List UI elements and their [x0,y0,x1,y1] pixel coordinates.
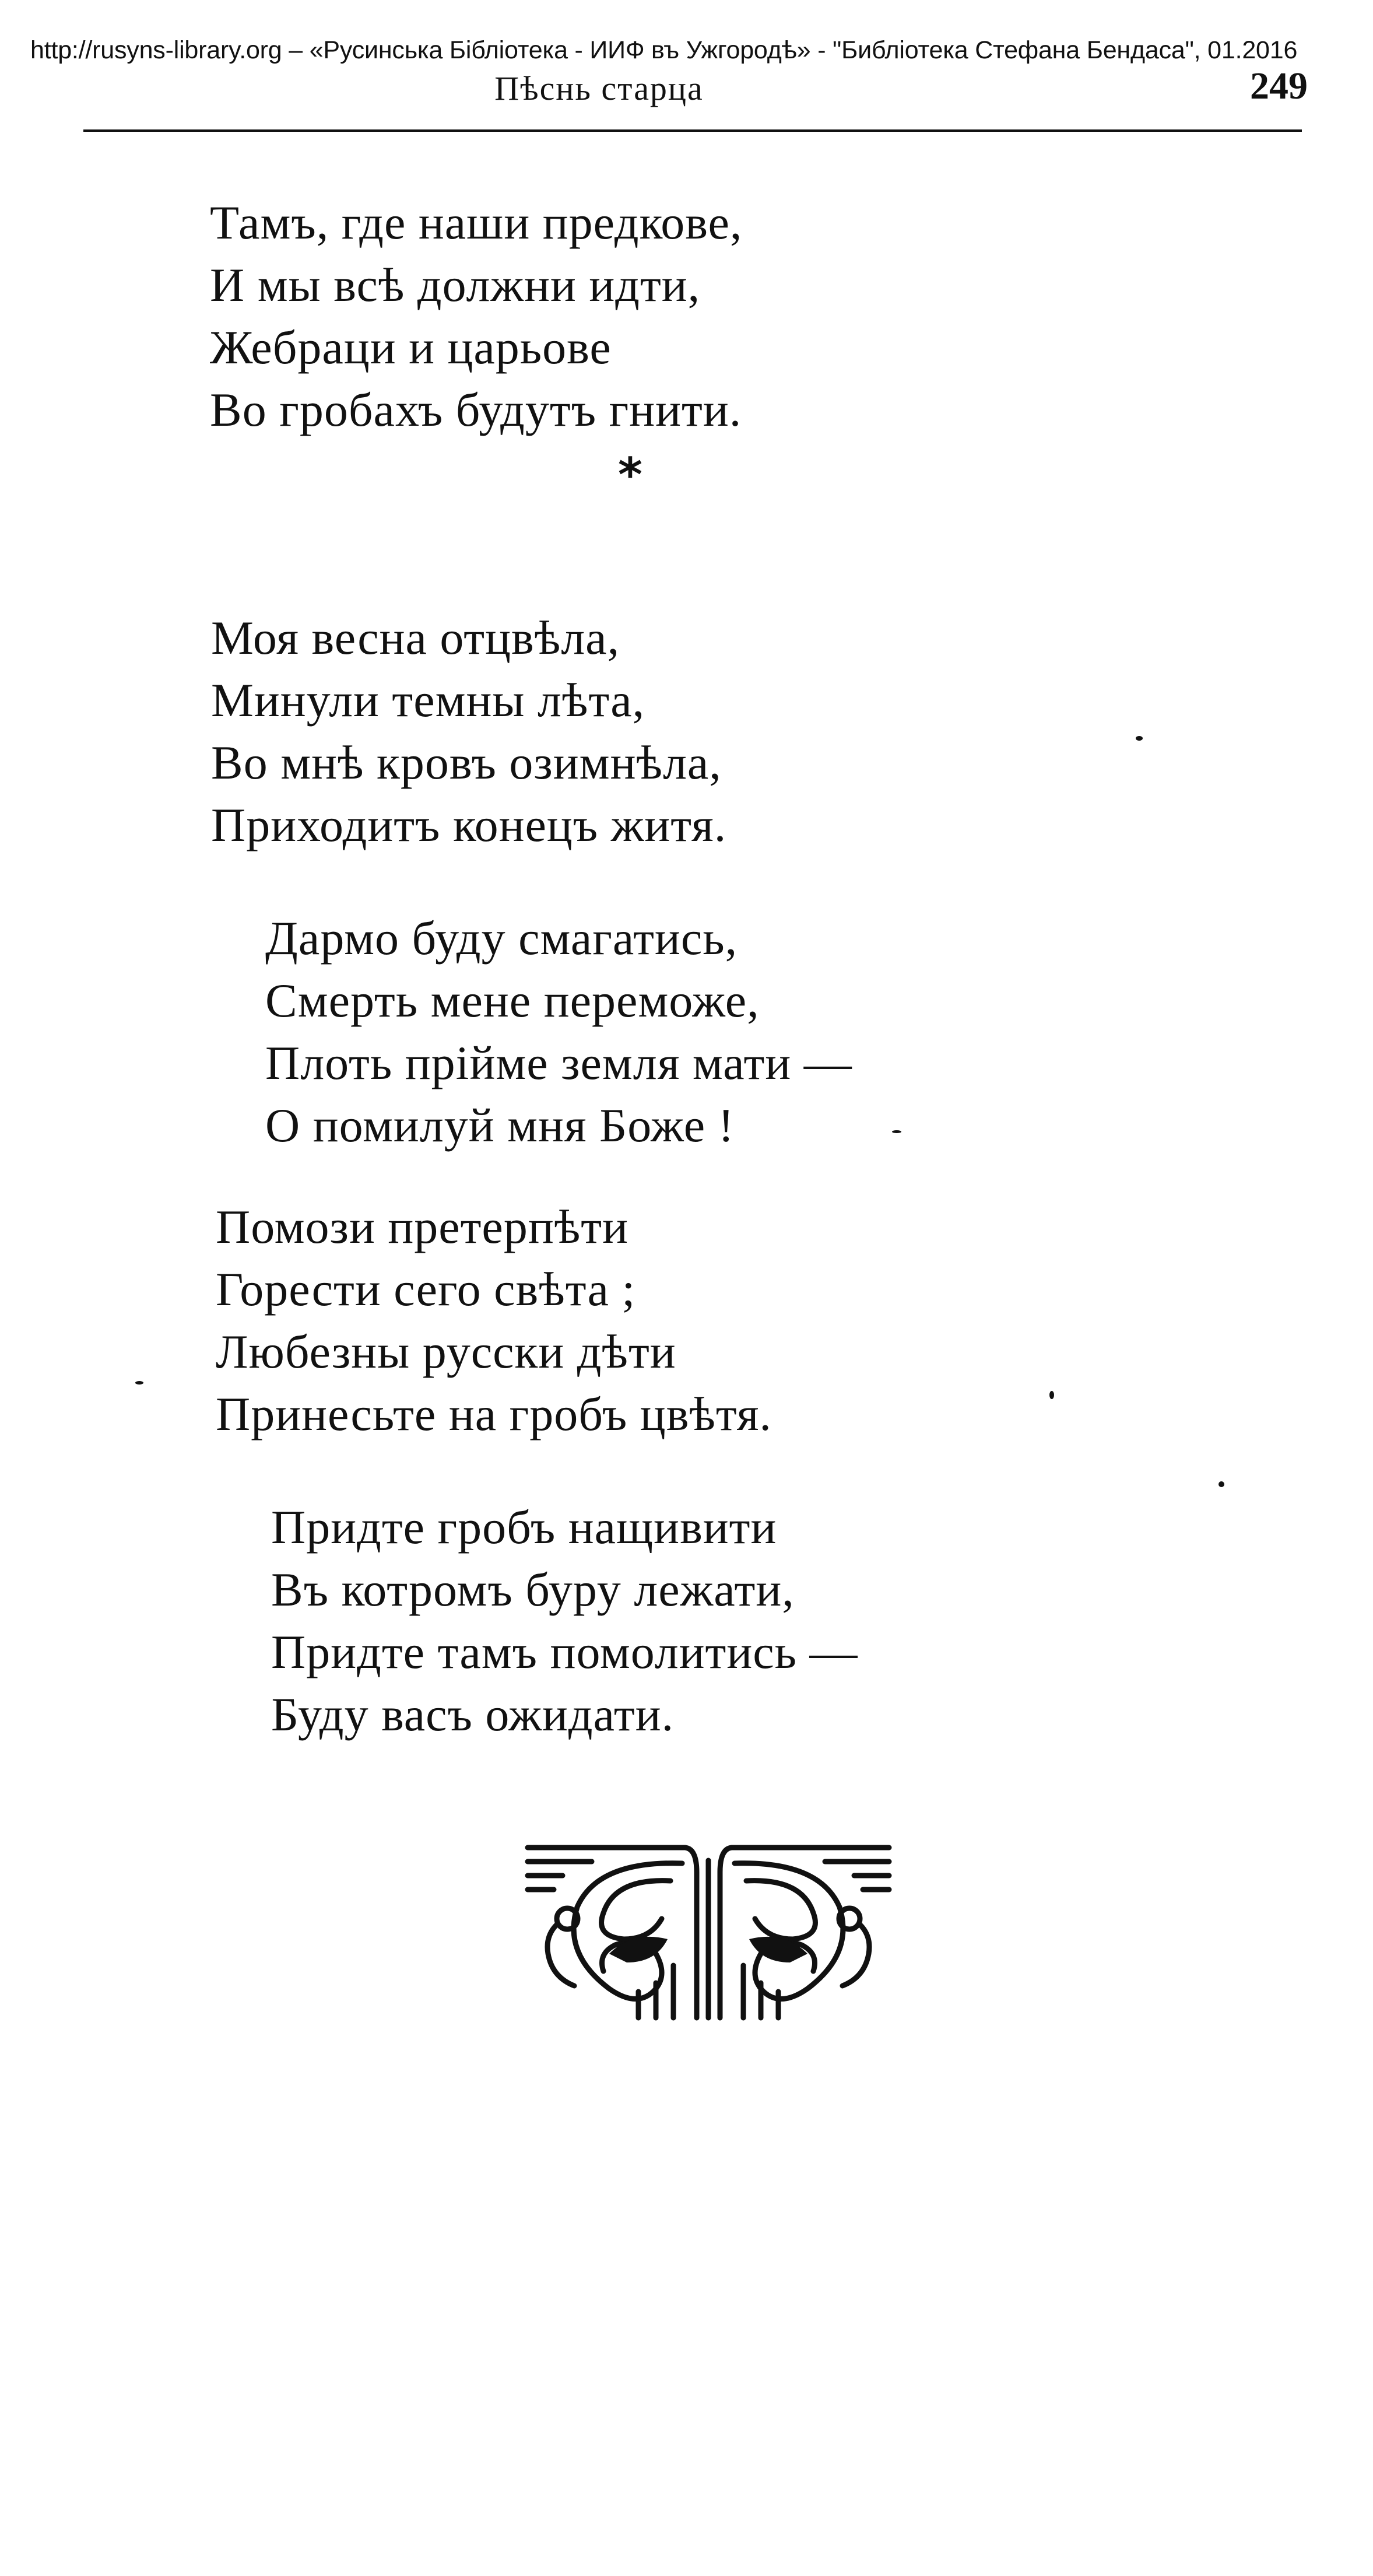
verse-line: Дармо буду смагатись, [265,912,738,965]
verse-line: Въ котромъ буру лежати, [271,1563,795,1616]
verse-line: Плоть прійме земля мати — [265,1036,852,1089]
scan-speck [1219,1481,1224,1487]
verse-line: Буду васъ ожидати. [271,1688,675,1741]
stanza-5 [271,1496,858,1746]
verse-line: Помози претерпѣти [216,1200,628,1253]
verse-line: Любезны русски дѣти [216,1325,676,1378]
verse-line: Придте гробъ нащивити [271,1501,777,1554]
stanza-2 [211,607,726,856]
running-title: Пѣснь старца [494,69,704,107]
verse-line: Горести сего свѣта ; [216,1263,636,1316]
stanza-3 [265,907,852,1156]
scan-speck [135,1381,143,1385]
verse-line: Тамъ, где наши предкове, [210,196,743,249]
stanza-divider-asterisk: * [618,448,642,502]
verse-line: Придте тамъ помолитись — [271,1625,858,1678]
verse-line: Приходитъ конецъ житя. [211,798,727,851]
source-watermark: http://rusyns-library.org – «Русинська Бібліотека - ИИФ въ Ужгородѣ» - "Библіотека Стефана Бендаса", 01.2016 [30,36,1298,64]
scan-speck [1136,736,1143,741]
page-number: 249 [1250,65,1308,107]
verse-line: Во гробахъ будутъ гнити. [210,383,742,436]
stanza-4 [216,1196,772,1445]
verse-line: Во мнѣ кровъ озимнѣла, [211,736,722,789]
verse-line: О помилуй мня Боже ! [265,1099,735,1152]
verse-line: Моя весна отцвѣла, [211,611,620,664]
header-rule [83,129,1302,132]
verse-line: Смерть мене переможе, [265,974,760,1027]
verse-line: Принесьте на гробъ цвѣтя. [216,1387,772,1441]
verse-line: И мы всѣ должни идти, [210,258,701,311]
scan-speck [1049,1391,1054,1399]
verse-line: Жебраци и царьове [210,321,612,374]
stanza-1 [210,191,742,441]
art-nouveau-tailpiece-icon [522,1837,895,2024]
verse-line: Минули темны лѣта, [211,674,645,727]
scan-speck [892,1130,901,1133]
